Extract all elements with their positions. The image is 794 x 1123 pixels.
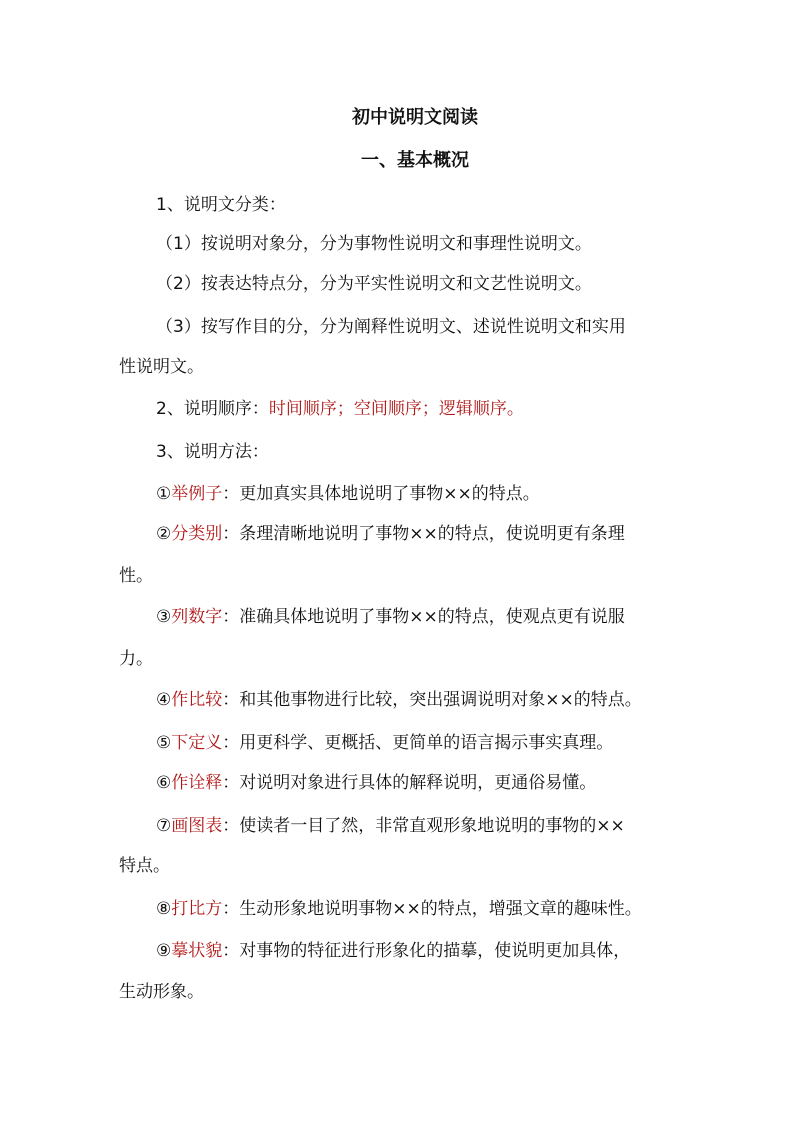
method-item [156, 939, 630, 963]
method-text: ：生动形象地说明事物××的特点，增强文章的趣味性。 [222, 899, 642, 919]
method-text: ：对说明对象进行具体的解释说明，更通俗易懂。 [222, 773, 597, 793]
document-title: 初中说明文阅读 [352, 107, 478, 128]
method-num: ⑧ [156, 899, 172, 919]
method-num: ⑨ [156, 941, 172, 961]
method-text: ：使读者一目了然，非常直观形象地说明的事物的×× [222, 816, 625, 836]
method-name: 作比较 [171, 690, 223, 710]
methods-heading: 3、说明方法： [156, 442, 269, 462]
method-item [156, 482, 540, 506]
method-name: 下定义 [171, 733, 223, 753]
method-name: 分类别 [171, 524, 223, 544]
method-name: 作诠释 [171, 773, 223, 793]
method-item [156, 771, 596, 795]
method-text: ：和其他事物进行比较，突出强调说明对象××的特点。 [222, 690, 642, 710]
method-name: 举例子 [171, 484, 223, 504]
method-name: 列数字 [171, 607, 223, 627]
method-item-cont: 力。 [119, 649, 153, 669]
order-line [156, 397, 524, 421]
method-num: ③ [156, 607, 172, 627]
classification-item-3: （3）按写作目的分，分为阐释性说明文、述说性说明文和实用 [156, 317, 626, 337]
method-num: ⑥ [156, 773, 172, 793]
method-num: ⑤ [156, 733, 172, 753]
method-num: ④ [156, 690, 172, 710]
method-item [156, 605, 625, 629]
method-item [156, 688, 642, 712]
method-item-cont: 生动形象。 [119, 982, 204, 1002]
method-name: 打比方 [171, 899, 223, 919]
method-item [156, 522, 625, 546]
method-num: ⑦ [156, 816, 172, 836]
order-prefix: 2、说明顺序： [156, 399, 269, 419]
classification-item-3-cont: 性说明文。 [119, 357, 204, 377]
classification-item-1: （1）按说明对象分，分为事物性说明文和事理性说明文。 [156, 234, 592, 254]
method-text: ：更加真实具体地说明了事物××的特点。 [222, 484, 540, 504]
method-text: ：用更科学、更概括、更简单的语言揭示事实真理。 [222, 733, 614, 753]
classification-heading: 1、说明文分类： [156, 195, 286, 215]
method-item-cont: 特点。 [119, 856, 170, 876]
method-item-cont: 性。 [119, 566, 153, 586]
order-values: 时间顺序；空间顺序；逻辑顺序。 [268, 399, 524, 419]
method-text: ：对事物的特征进行形象化的描摹，使说明更加具体， [222, 941, 631, 961]
method-item [156, 814, 625, 838]
method-num: ① [156, 484, 172, 504]
method-text: ：准确具体地说明了事物××的特点，使观点更有说服 [222, 607, 625, 627]
method-item [156, 731, 613, 755]
section-heading: 一、基本概况 [361, 150, 469, 171]
method-num: ② [156, 524, 172, 544]
method-name: 画图表 [171, 816, 223, 836]
method-item [156, 897, 642, 921]
classification-item-2: （2）按表达特点分，分为平实性说明文和文艺性说明文。 [156, 274, 592, 294]
method-name: 摹状貌 [171, 941, 223, 961]
method-text: ：条理清晰地说明了事物××的特点，使说明更有条理 [222, 524, 625, 544]
